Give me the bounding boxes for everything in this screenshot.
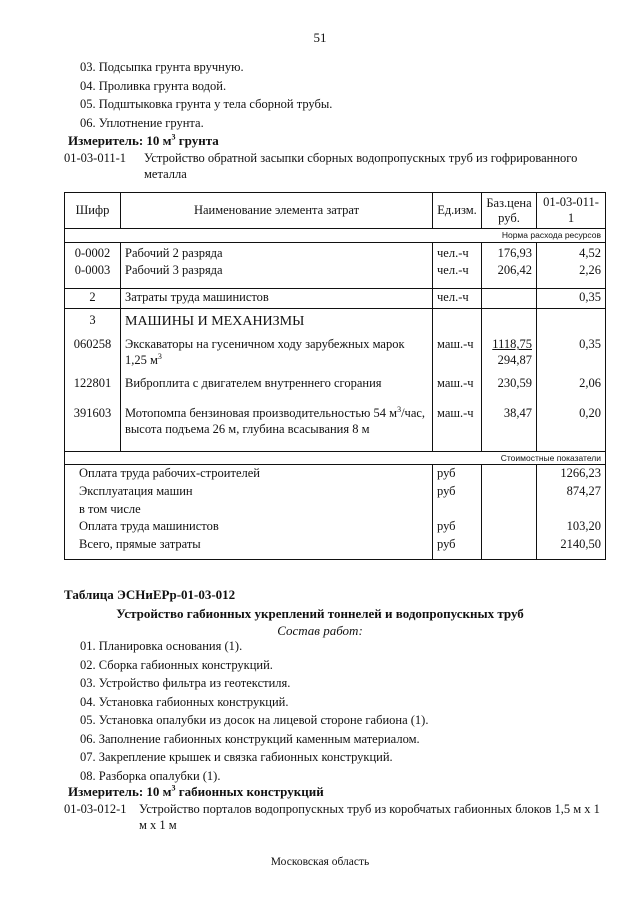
table-subtitle: Устройство габионных укреплений тоннелей и водопропускных труб [116,606,524,621]
row-name: Виброплита с двигателем внутреннего сгорания [121,375,433,405]
composition-label: Состав работ: [277,623,363,638]
row-value: 0,35 [537,288,606,308]
spacer-row [65,441,606,451]
resource-norms-label: Норма расхода ресурсов [65,229,606,243]
operation-item: 03. Устройство фильтра из геотекстиля. [80,676,291,690]
table-header-row [65,193,606,229]
row-name-text: Экскаваторы на гусеничном ходу зарубежных марок 1,25 м [125,337,405,367]
summary-value: 2140,50 [537,536,606,560]
row-price: 176,93 [482,242,537,262]
operation-item: 04. Установка габионных конструкций. [80,694,289,709]
operations-list-top [80,60,332,134]
summary-row [65,518,606,536]
row-name: Рабочий 3 разряда [121,262,433,288]
summary-value: 1266,23 [537,465,606,483]
empty-cell [482,501,537,519]
cost-indicators-label: Стоимостные показатели [65,451,606,465]
empty-cell [482,536,537,560]
summary-name: Оплата труда машинистов [65,518,433,536]
row-code: 2 [65,288,121,308]
empty-cell [482,308,537,331]
row-code: 391603 [65,405,121,441]
header-unit: Ед.изм. [433,193,482,229]
empty-cell [482,518,537,536]
header-name: Наименование элемента затрат [121,193,433,229]
operations-list-bottom [80,639,428,787]
operation-item: 08. Разборка опалубки (1). [80,768,221,783]
row-name: Затраты труда машинистов [121,288,433,308]
measurement-sup: 3 [171,783,176,793]
measurement-suffix: габионных конструкций [175,784,324,799]
row-value: 4,52 [537,242,606,262]
row-name-sup: 3 [157,351,162,361]
row-unit: чел.-ч [433,288,482,308]
row-code: 0-0003 [65,262,121,288]
summary-name: Эксплуатация машин [65,483,433,501]
row-name: Рабочий 2 разряда [121,242,433,262]
work-description: Устройство обратной засыпки сборных водопропускных труб из гофрированного металла [144,151,578,181]
empty-cell [433,441,482,451]
row-name [121,331,433,375]
operation-item: 05. Установка опалубки из досок на лицевой стороне габиона (1). [80,713,429,727]
empty-cell [482,465,537,483]
empty-cell [537,501,606,519]
summary-unit: руб [433,536,482,560]
row-name-sup: 3 [397,405,402,415]
empty-cell [433,501,482,519]
row-code: 122801 [65,375,121,405]
row-price: 38,47 [482,405,537,441]
row-unit: маш.-ч [433,405,482,441]
row-price: 230,59 [482,375,537,405]
operation-item: 03. Подсыпка грунта вручную. [80,60,244,74]
row-price-main: 1118,75 [492,337,532,352]
empty-cell [121,441,433,451]
operation-item: 05. Подштыковка грунта у тела сборной трубы. [80,97,333,111]
summary-row [65,536,606,560]
measurement-prefix: Измеритель: 10 м [68,784,172,799]
row-price: 206,42 [482,262,537,288]
row-value: 2,26 [537,262,606,288]
header-code: Шифр [65,193,121,229]
footer-region: Московская область [270,856,370,868]
table-row [65,288,606,308]
table-row [65,262,606,288]
page-number: 51 [313,30,327,45]
empty-cell [537,441,606,451]
operation-item: 02. Сборка габионных конструкций. [80,657,273,672]
summary-row [65,483,606,501]
row-name [121,405,433,441]
measurement-sup: 3 [171,132,176,142]
measurement-suffix: грунта [175,133,219,148]
header-price: Баз.цена руб. [482,193,537,229]
summary-row [65,501,606,519]
summary-value: 874,27 [537,483,606,501]
cost-indicators-row [65,451,606,465]
summary-name: в том числе [65,501,433,519]
row-unit: маш.-ч [433,331,482,375]
empty-cell [65,441,121,451]
work-code: 01-03-011-1 [64,151,127,165]
section-header-row [65,308,606,331]
row-value: 0,20 [537,405,606,441]
row-value: 0,35 [537,331,606,375]
row-name-text: Мотопомпа бензиновая производительностью 54 м [125,406,398,421]
table-row [65,375,606,405]
row-unit: чел.-ч [433,262,482,288]
row-unit: маш.-ч [433,375,482,405]
empty-cell [482,483,537,501]
row-price [482,288,537,308]
summary-unit: руб [433,483,482,501]
empty-cell [433,308,482,331]
row-price [482,331,537,375]
summary-unit: руб [433,518,482,536]
table-row [65,331,606,375]
row-unit: чел.-ч [433,242,482,262]
table-title: Таблица ЭСНиЕРр-01-03-012 [64,587,236,602]
operation-item: 04. Проливка грунта водой. [80,78,227,93]
measurement-unit [68,133,219,149]
norms-label-row [65,229,606,243]
row-price-secondary: 294,87 [497,352,532,367]
measurement-unit [68,784,324,800]
summary-name: Оплата труда рабочих-строителей [65,465,433,483]
work-description: Устройство порталов водопропускных труб из коробчатых габионных блоков 1,5 м х 1 м х 1 м [139,802,600,832]
row-code: 060258 [65,331,121,375]
empty-cell [537,308,606,331]
measurement-prefix: Измеритель: 10 м [68,133,172,148]
row-value: 2,06 [537,375,606,405]
table-row [65,242,606,262]
empty-cell [482,441,537,451]
header-norm: 01-03-011-1 [537,193,606,229]
operation-item: 07. Закрепление крышек и связка габионных конструкций. [80,750,393,764]
summary-row [65,465,606,483]
summary-name: Всего, прямые затраты [65,536,433,560]
operation-item: 06. Уплотнение грунта. [80,115,204,130]
table-row [65,405,606,441]
operation-item: 06. Заполнение габионных конструкций каменным материалом. [80,731,420,746]
row-code: 0-0002 [65,242,121,262]
row-code: 3 [65,308,121,331]
work-code: 01-03-012-1 [64,802,127,816]
section-title: МАШИНЫ И МЕХАНИЗМЫ [121,308,433,331]
resource-table [64,192,606,560]
operation-item: 01. Планировка основания (1). [80,639,243,653]
summary-value: 103,20 [537,518,606,536]
summary-unit: руб [433,465,482,483]
row-name-text: /час, высота подъема 26 м, глубина всасывания 8 м [125,406,426,436]
